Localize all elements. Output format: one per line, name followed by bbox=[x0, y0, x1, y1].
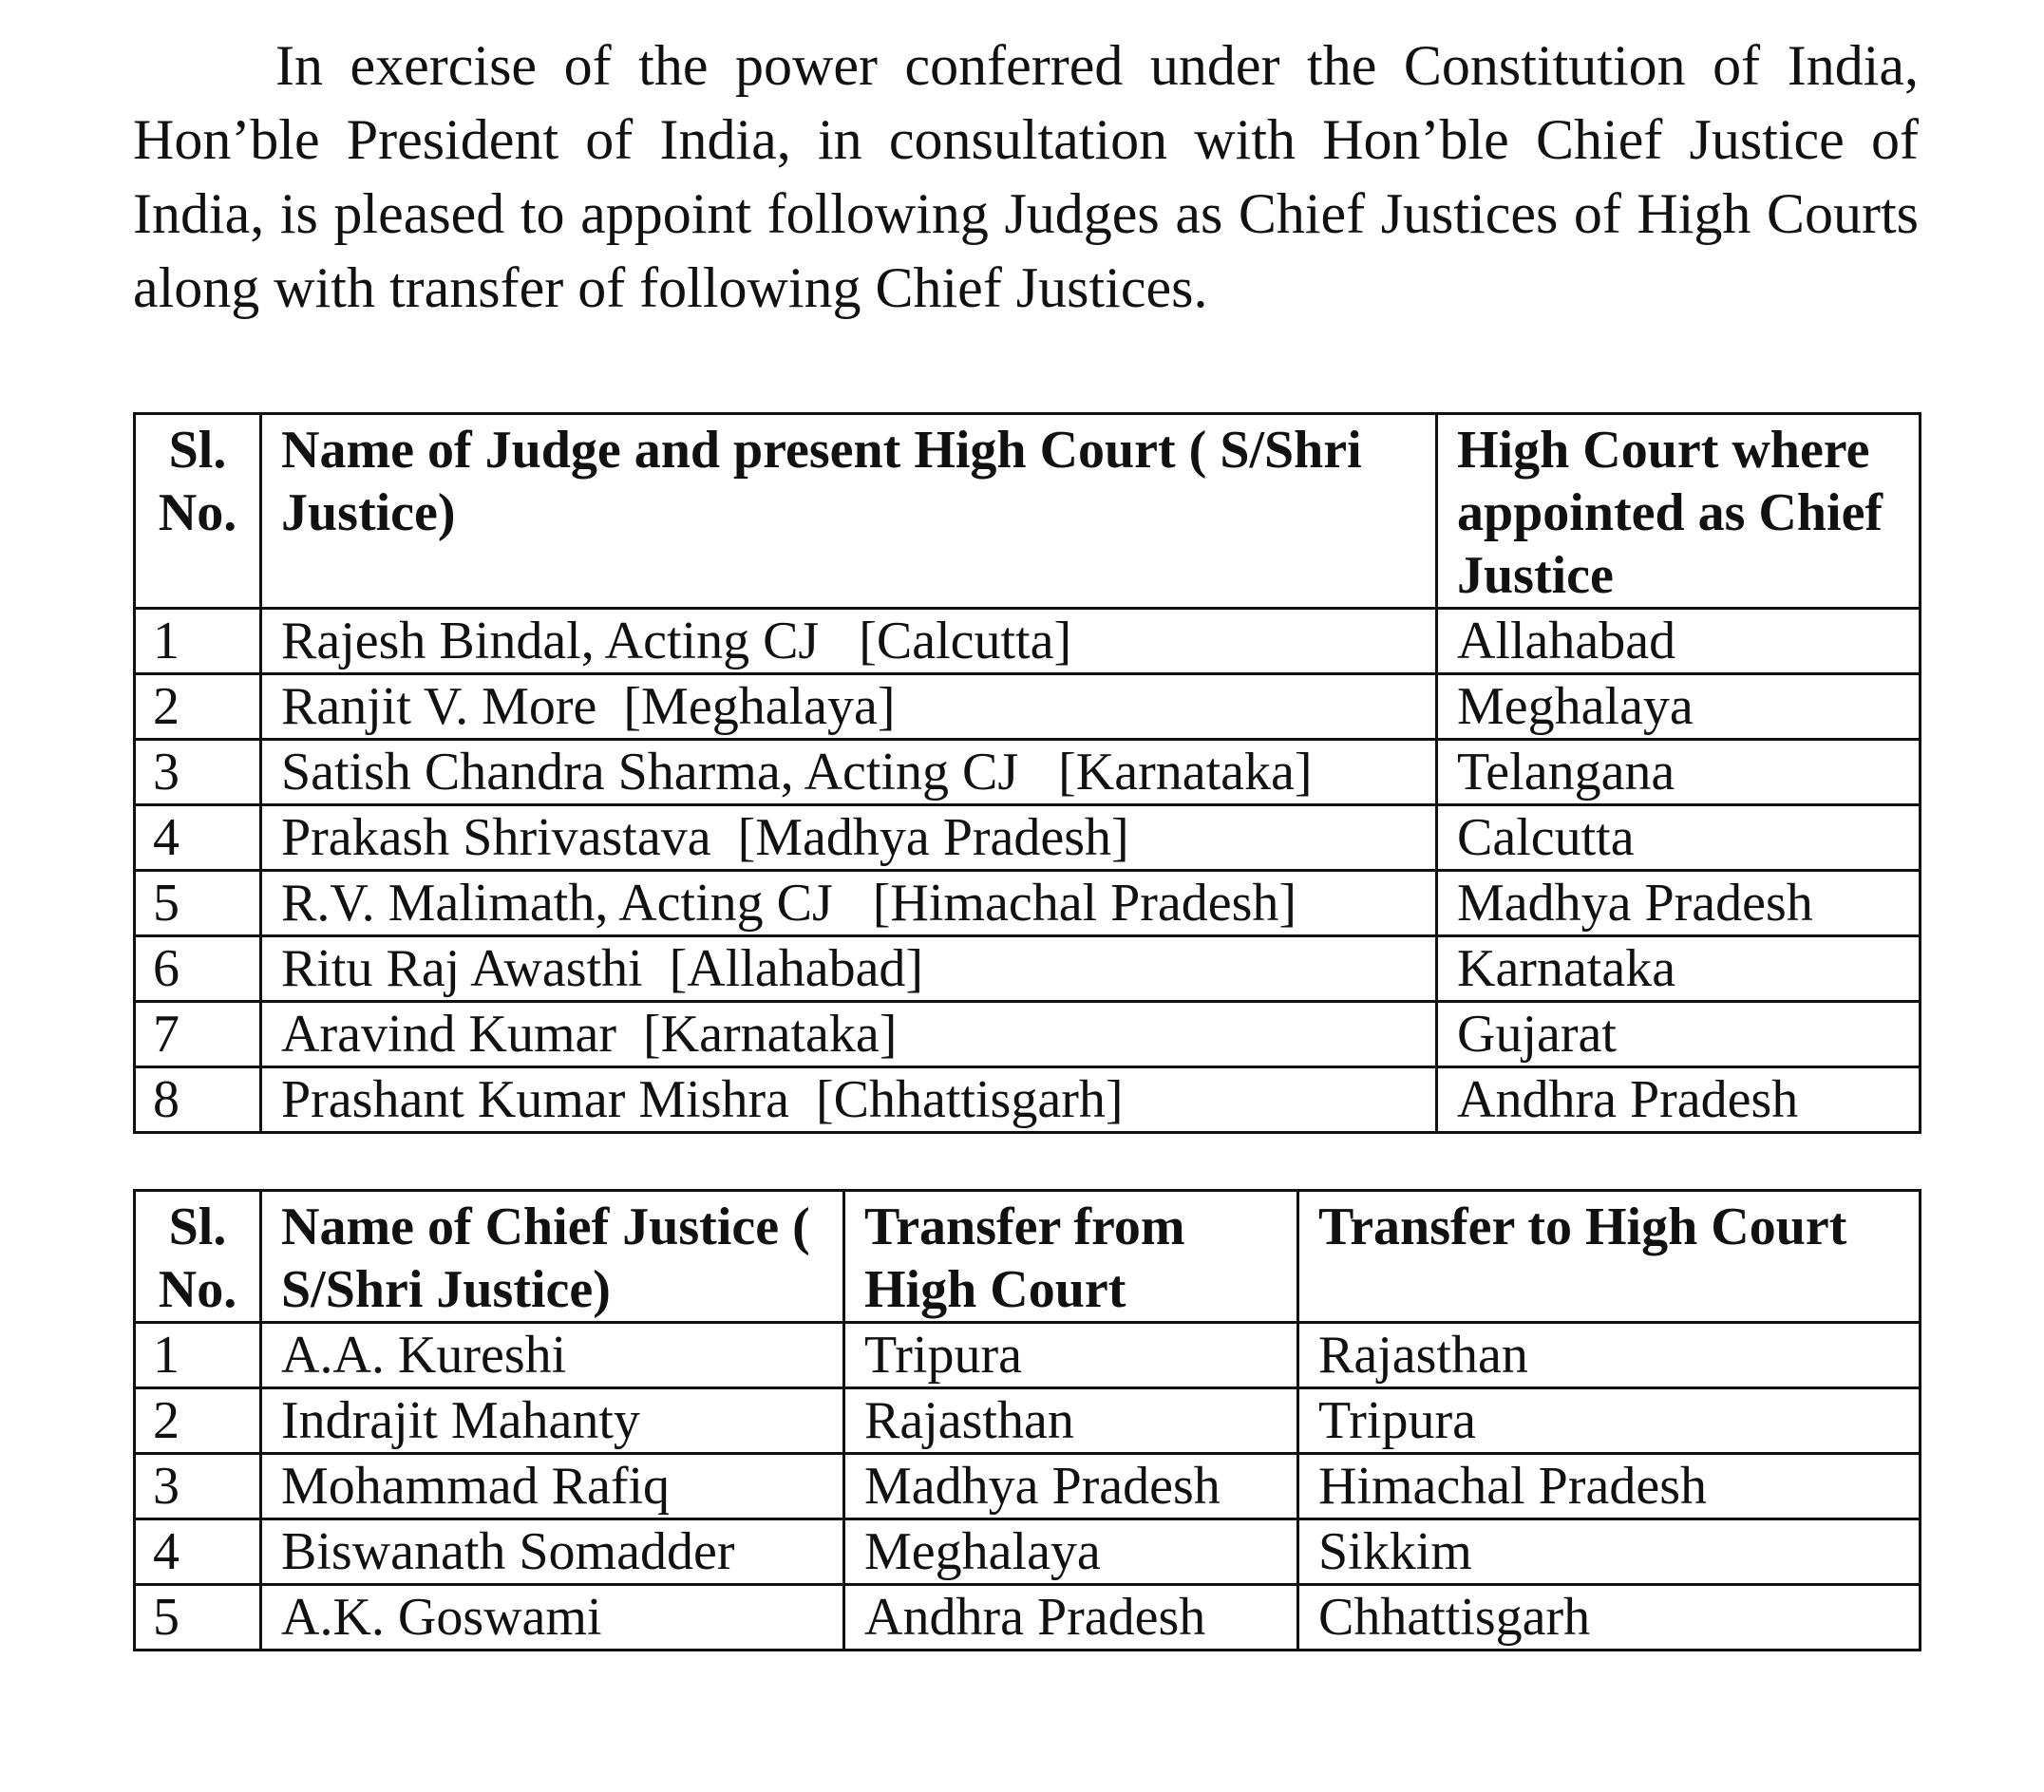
header-sl-no: Sl. No. bbox=[135, 1191, 261, 1323]
cell-sl: 2 bbox=[135, 674, 261, 740]
cell-transfer-to: Chhattisgarh bbox=[1298, 1585, 1921, 1651]
table-row bbox=[135, 740, 1921, 805]
table-row bbox=[135, 936, 1921, 1002]
cell-sl: 7 bbox=[135, 1002, 261, 1067]
cell-transfer-to: Sikkim bbox=[1298, 1519, 1921, 1585]
header-judge-name: Name of Judge and present High Court ( S/Shri Justice) bbox=[261, 414, 1437, 609]
cell-appointed-court: Allahabad bbox=[1437, 609, 1921, 674]
cell-judge-name: Aravind Kumar [Karnataka] bbox=[261, 1002, 1437, 1067]
header-transfer-to: Transfer to High Court bbox=[1298, 1191, 1921, 1323]
cell-sl: 4 bbox=[135, 805, 261, 871]
cell-chief-justice-name: Biswanath Somadder bbox=[261, 1519, 844, 1585]
cell-transfer-to: Himachal Pradesh bbox=[1298, 1454, 1921, 1519]
cell-sl: 2 bbox=[135, 1388, 261, 1454]
table-row bbox=[135, 609, 1921, 674]
table-row bbox=[135, 1454, 1921, 1519]
cell-appointed-court: Gujarat bbox=[1437, 1002, 1921, 1067]
intro-paragraph: In exercise of the power conferred under the Constitution of India, Hon’ble President of India, in consultation with Hon’ble Chief Justice of India, is pleased to appoint following Judges as Chief Justices of High Courts along with transfer of following Chief Justices. bbox=[133, 34, 1919, 319]
appointments-header-row bbox=[135, 414, 1921, 609]
cell-chief-justice-name: A.K. Goswami bbox=[261, 1585, 844, 1651]
cell-sl: 5 bbox=[135, 871, 261, 936]
table-row bbox=[135, 1002, 1921, 1067]
cell-sl: 1 bbox=[135, 609, 261, 674]
table-row bbox=[135, 1067, 1921, 1133]
cell-chief-justice-name: Mohammad Rafiq bbox=[261, 1454, 844, 1519]
cell-judge-name: Ritu Raj Awasthi [Allahabad] bbox=[261, 936, 1437, 1002]
cell-judge-name: Prakash Shrivastava [Madhya Pradesh] bbox=[261, 805, 1437, 871]
cell-sl: 1 bbox=[135, 1323, 261, 1388]
cell-appointed-court: Karnataka bbox=[1437, 936, 1921, 1002]
cell-appointed-court: Madhya Pradesh bbox=[1437, 871, 1921, 936]
cell-sl: 8 bbox=[135, 1067, 261, 1133]
table-row bbox=[135, 871, 1921, 936]
cell-appointed-court: Telangana bbox=[1437, 740, 1921, 805]
table-row bbox=[135, 805, 1921, 871]
transfers-header-row bbox=[135, 1191, 1921, 1323]
appointments-table bbox=[133, 412, 1921, 1134]
cell-transfer-from: Meghalaya bbox=[844, 1519, 1298, 1585]
transfers-table bbox=[133, 1189, 1921, 1651]
cell-sl: 6 bbox=[135, 936, 261, 1002]
header-chief-justice-name: Name of Chief Justice ( S/Shri Justice) bbox=[261, 1191, 844, 1323]
table-row bbox=[135, 1323, 1921, 1388]
cell-judge-name: Prashant Kumar Mishra [Chhattisgarh] bbox=[261, 1067, 1437, 1133]
cell-judge-name: R.V. Malimath, Acting CJ [Himachal Pradesh] bbox=[261, 871, 1437, 936]
header-transfer-from: Transfer from High Court bbox=[844, 1191, 1298, 1323]
table-row bbox=[135, 1519, 1921, 1585]
table-row bbox=[135, 1388, 1921, 1454]
header-sl-no: Sl. No. bbox=[135, 414, 261, 609]
cell-transfer-from: Andhra Pradesh bbox=[844, 1585, 1298, 1651]
cell-transfer-from: Tripura bbox=[844, 1323, 1298, 1388]
cell-sl: 3 bbox=[135, 1454, 261, 1519]
cell-judge-name: Satish Chandra Sharma, Acting CJ [Karnataka] bbox=[261, 740, 1437, 805]
cell-sl: 5 bbox=[135, 1585, 261, 1651]
cell-transfer-to: Tripura bbox=[1298, 1388, 1921, 1454]
cell-sl: 4 bbox=[135, 1519, 261, 1585]
cell-transfer-from: Madhya Pradesh bbox=[844, 1454, 1298, 1519]
cell-chief-justice-name: Indrajit Mahanty bbox=[261, 1388, 844, 1454]
cell-sl: 3 bbox=[135, 740, 261, 805]
header-appointed-court: High Court where appointed as Chief Justice bbox=[1437, 414, 1921, 609]
table-row bbox=[135, 674, 1921, 740]
cell-judge-name: Ranjit V. More [Meghalaya] bbox=[261, 674, 1437, 740]
document-page bbox=[133, 28, 1919, 1651]
cell-appointed-court: Calcutta bbox=[1437, 805, 1921, 871]
cell-transfer-to: Rajasthan bbox=[1298, 1323, 1921, 1388]
cell-judge-name: Rajesh Bindal, Acting CJ [Calcutta] bbox=[261, 609, 1437, 674]
cell-chief-justice-name: A.A. Kureshi bbox=[261, 1323, 844, 1388]
cell-appointed-court: Andhra Pradesh bbox=[1437, 1067, 1921, 1133]
cell-transfer-from: Rajasthan bbox=[844, 1388, 1298, 1454]
cell-appointed-court: Meghalaya bbox=[1437, 674, 1921, 740]
table-row bbox=[135, 1585, 1921, 1651]
